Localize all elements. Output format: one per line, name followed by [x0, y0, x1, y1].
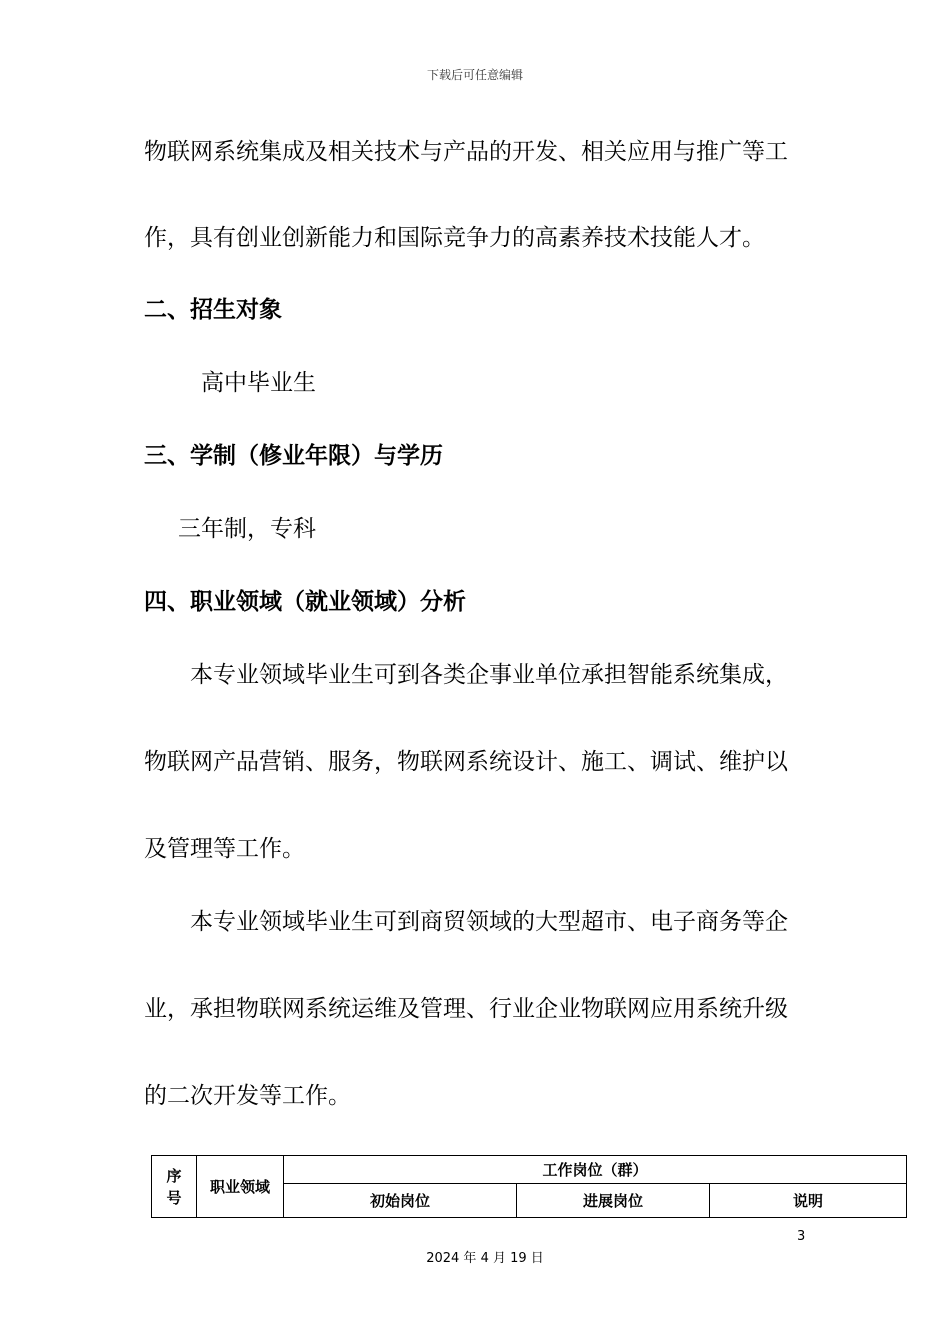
header-seq-char-2: 号: [166, 1188, 182, 1207]
header-advanced-position: 进展岗位: [517, 1184, 710, 1218]
paragraph-1-line-2: 物联网产品营销、服务，物联网系统设计、施工、调试、维护以: [144, 749, 788, 775]
page-number: 3: [797, 1229, 806, 1244]
header-initial-position: 初始岗位: [284, 1184, 517, 1218]
section-4-title: 四、职业领域（就业领域）分析: [144, 589, 466, 615]
paragraph-2-line-2: 业，承担物联网系统运维及管理、行业企业物联网应用系统升级: [144, 996, 788, 1022]
section-3-body: 三年制，专科: [178, 516, 316, 542]
header-note: 下载后可任意编辑: [426, 68, 523, 82]
section-2-body: 高中毕业生: [201, 370, 316, 396]
header-seq: [152, 1156, 197, 1218]
header-field: 职业领域: [197, 1156, 284, 1218]
section-3-title: 三、学制（修业年限）与学历: [144, 443, 443, 469]
header-seq-char-1: 序: [166, 1166, 182, 1185]
paragraph-2-line-3: 的二次开发等工作。: [144, 1083, 351, 1109]
intro-line-2: 作，具有创业创新能力和国际竞争力的高素养技术技能人才。: [144, 225, 765, 251]
intro-line-1: 物联网系统集成及相关技术与产品的开发、相关应用与推广等工: [144, 139, 788, 165]
section-2-title: 二、招生对象: [144, 297, 282, 323]
paragraph-1-line-1: 本专业领域毕业生可到各类企事业单位承担智能系统集成，: [190, 662, 788, 688]
paragraph-1-line-3: 及管理等工作。: [144, 836, 305, 862]
header-note-column: 说明: [710, 1184, 907, 1218]
paragraph-2-line-1: 本专业领域毕业生可到商贸领域的大型超市、电子商务等企: [190, 909, 788, 935]
footer-date: 2024 年 4 月 19 日: [426, 1251, 544, 1266]
job-positions-table: [151, 1155, 907, 1218]
header-job-group: 工作岗位（群）: [284, 1156, 907, 1184]
